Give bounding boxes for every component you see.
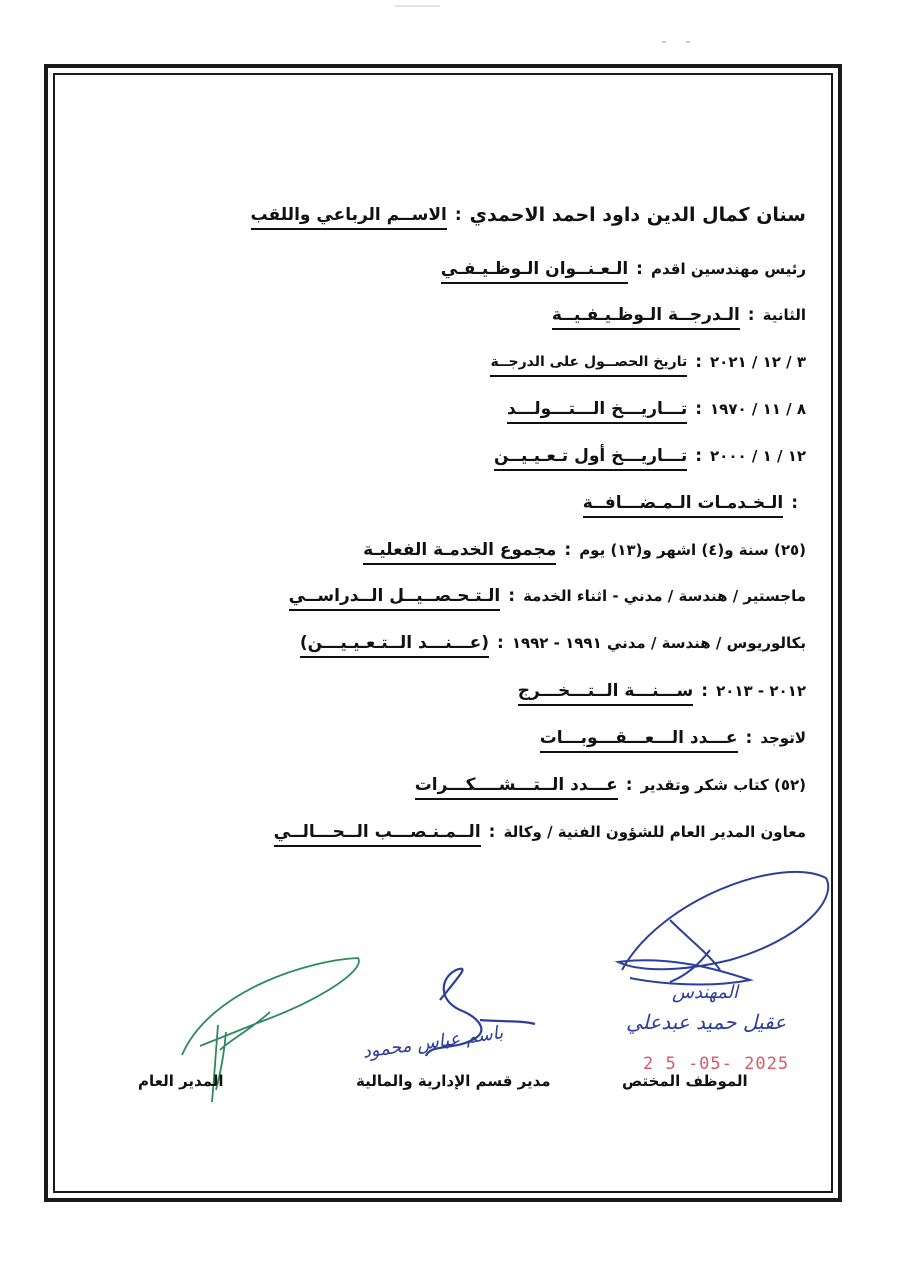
field-label: الـتـحـصــيــل الــدراســي [289, 585, 501, 611]
field-colon: : [497, 633, 504, 653]
field-label: مجموع الخدمـة الفعليـة [363, 539, 556, 565]
field-commendations [415, 766, 806, 800]
field-value: (٢٥) سنة و(٤) اشهر و(١٣) يوم [579, 541, 806, 559]
field-label: تـــاريـــخ أول تـعـيـيــن [494, 445, 687, 471]
field-value: ماجستير / هندسة / مدني - اثناء الخدمة [523, 587, 806, 605]
field-colon: : [454, 205, 462, 225]
field-label: الـعـنــوان الـوظـيـفـي [441, 258, 628, 284]
field-label: الــمـنـصـــب الــحـــالــي [274, 821, 481, 847]
field-value: بكالوريوس / هندسة / مدني ١٩٩١ - ١٩٩٢ [511, 634, 806, 652]
field-value: ٨ / ١١ / ١٩٧٠ [710, 400, 806, 418]
field-colon: : [695, 446, 703, 466]
field-colon: : [791, 493, 798, 513]
field-total-service [363, 531, 806, 565]
field-label: تـــاريـــخ الـــتـــولـــد [507, 398, 687, 424]
field-value: لاتوجد [760, 729, 806, 747]
stamp-date: 2 5 -05- 2025 [643, 1054, 790, 1074]
field-added-services [583, 484, 806, 518]
field-value: ٢٠١٢ - ٢٠١٣ [716, 682, 806, 700]
field-value: رئيس مهندسين اقدم [650, 260, 806, 278]
field-value: (٥٢) كتاب شكر وتقدير [640, 776, 806, 794]
field-label: عـــدد الــتـــشــــكـــرات [415, 774, 618, 800]
field-value: ١٢ / ١ / ٢٠٠٠ [710, 447, 806, 465]
field-label: (عـــنـــد الــتـعـيـيـــن) [300, 632, 489, 658]
field-colon: : [564, 540, 572, 560]
field-first-appointment [494, 437, 806, 471]
field-current-position [274, 813, 806, 847]
field-value: ٣ / ١٢ / ٢٠٢١ [710, 353, 806, 371]
top-scan-marks [0, 0, 904, 60]
stamp-engineer-title: المهندس [672, 982, 739, 1003]
signature-label-admin-finance: مدير قسم الإدارية والمالية [356, 1072, 551, 1090]
field-label: ســـنـــة الــتـــخـــرج [518, 680, 693, 706]
field-full-name [251, 196, 806, 230]
field-value: سنان كمال الدين داود احمد الاحمدي [469, 204, 806, 226]
field-birth-date [507, 390, 806, 424]
field-colon: : [695, 399, 703, 419]
signature-label-employee: الموظف المختص [622, 1072, 748, 1090]
field-value: معاون المدير العام للشؤون الفنية / وكالة [503, 823, 806, 841]
field-job-title [441, 250, 806, 284]
field-education [289, 577, 806, 611]
field-graduation-year [518, 672, 806, 706]
field-colon: : [636, 259, 643, 279]
stamp-handwritten-name: عقيل حميد عبدعلي [626, 1010, 787, 1034]
field-colon: : [745, 728, 753, 748]
field-colon: : [701, 681, 709, 701]
signature-label-general-manager: المدير العام [138, 1072, 224, 1090]
field-education-at-appointment [300, 624, 806, 658]
field-label: عـــدد الـــعـــقـــوبـــات [540, 727, 738, 753]
stamp-handwritten-name-2: باسم عباس محمود [361, 1022, 505, 1063]
field-label: تاريخ الحصــول على الدرجــة [490, 351, 687, 377]
field-colon: : [508, 586, 516, 606]
field-job-grade [552, 296, 806, 330]
field-colon: : [625, 775, 633, 795]
field-grade-date [490, 343, 806, 377]
field-label: الاســم الرباعي واللقب [251, 204, 447, 230]
field-value: الثانية [762, 306, 806, 324]
field-colon: : [488, 822, 496, 842]
field-colon: : [695, 352, 703, 372]
field-label: الـخـدمـات الـمـضـــافــة [583, 492, 783, 518]
field-penalties [540, 719, 806, 753]
field-label: الـدرجــة الـوظـيـفـيــة [552, 304, 740, 330]
field-colon: : [747, 305, 755, 325]
